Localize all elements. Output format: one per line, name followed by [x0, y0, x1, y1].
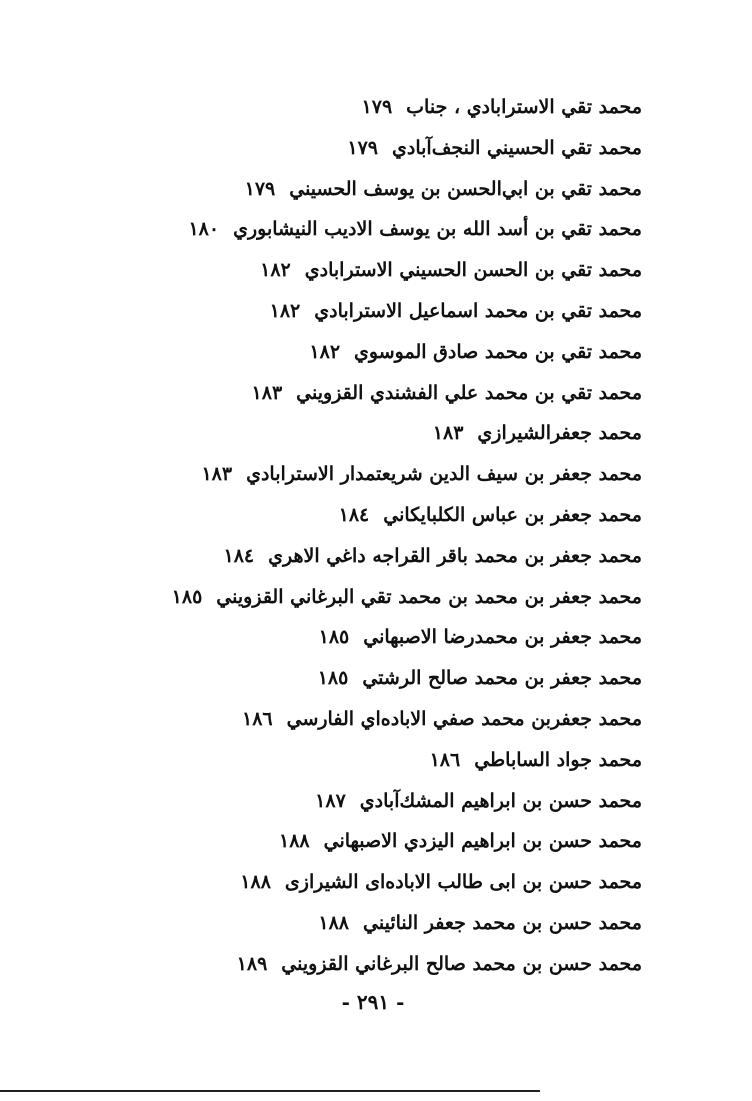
index-entry	[82, 454, 642, 495]
index-list	[82, 87, 642, 985]
entry-name: محمد حسن بن محمد جعفر النائيني	[363, 911, 642, 934]
entry-name: محمد حسن بن ابراهيم المشك‌آبادي	[359, 789, 642, 812]
index-entry	[82, 617, 642, 658]
entry-page-number: ١٧٩	[244, 177, 276, 200]
index-entry	[82, 903, 642, 944]
entry-name: محمد جواد الساباطي	[474, 748, 642, 771]
entry-page-number: ١٨٥	[317, 667, 349, 690]
entry-page-number: ١٧٩	[361, 96, 393, 118]
index-entry	[82, 740, 642, 781]
index-entry	[82, 699, 642, 740]
entry-page-number: ١٨٤	[338, 503, 370, 526]
entry-page-number: ١٨٣	[251, 381, 283, 404]
index-entry	[82, 332, 642, 373]
entry-page-number: ١٨٥	[318, 626, 350, 649]
entry-page-number: ١٨٦	[242, 707, 273, 730]
index-entry	[82, 536, 642, 577]
index-entry	[82, 250, 642, 291]
index-entry	[82, 944, 642, 985]
entry-page-number: ١٧٩	[347, 136, 378, 159]
entry-name: محمد جعفربن محمد صفي الاباده‌اي الفارسي	[286, 707, 642, 730]
entry-page-number: ١٨٨	[240, 871, 271, 894]
entry-name: محمد جعفر بن محمد بن محمد تقي البرغاني القزويني	[216, 585, 642, 608]
entry-page-number: ١٨٦	[429, 748, 461, 771]
entry-page-number: ١٨٩	[236, 952, 268, 975]
entry-page-number: ١٨٢	[260, 259, 291, 282]
entry-page-number: ١٨٠	[188, 218, 220, 241]
entry-name: محمد حسن بن ابى طالب الاباده‌اى الشيرازى	[284, 871, 642, 894]
entry-name: محمد حسن بن ابراهيم اليزدي الاصبهاني	[323, 830, 642, 853]
index-entry	[82, 658, 642, 699]
page-number-text: - ٢٩١ -	[341, 990, 405, 1014]
entry-name: محمد جعفر بن محمد باقر القراجه داغي الاهري	[268, 544, 642, 567]
entry-name: محمد حسن بن محمد صالح البرغاني القزويني	[281, 952, 642, 975]
index-entry	[82, 291, 642, 332]
entry-page-number: ١٨٤	[223, 544, 255, 567]
index-entry	[82, 373, 642, 414]
entry-page-number: ١٨٢	[309, 340, 341, 363]
index-entry	[82, 577, 642, 618]
index-entry	[82, 128, 642, 169]
entry-page-number: ١٨٧	[315, 789, 346, 812]
index-entry	[82, 209, 642, 250]
entry-page-number: ١٨٨	[318, 911, 350, 934]
bottom-rule	[0, 1090, 540, 1092]
entry-page-number: ١٨٨	[278, 830, 310, 853]
index-entry	[82, 495, 642, 536]
entry-name: محمد تقي بن محمد اسماعيل الاسترابادي	[314, 299, 642, 322]
entry-name: محمد تقي بن ابي‌الحسن بن يوسف الحسيني	[289, 177, 642, 200]
entry-name: محمد تقي بن أسد الله بن يوسف الاديب النيشابوري	[233, 218, 642, 241]
entry-name: محمد جعفر بن عباس الكلبايكاني	[383, 503, 642, 526]
entry-name: محمد جعفرالشيرازي	[477, 422, 642, 445]
entry-page-number: ١٨٣	[432, 422, 464, 445]
entry-name: محمد تقي بن الحسن الحسيني الاسترابادي	[304, 259, 642, 282]
entry-name: محمد جعفر بن محمد صالح الرشتي	[362, 667, 642, 690]
entry-name: محمد جعفر بن محمدرضا الاصبهاني	[363, 626, 642, 649]
index-entry	[82, 821, 642, 862]
entry-name: محمد تقي الحسيني النجف‌آبادي	[392, 136, 642, 159]
entry-name: محمد تقي الاسترابادي ، جناب	[406, 96, 642, 118]
page-number	[0, 990, 752, 1014]
entry-name: محمد تقي بن محمد علي الفشندي القزويني	[296, 381, 642, 404]
index-entry	[82, 781, 642, 822]
entry-name: محمد جعفر بن سيف الدين شريعتمدار الاسترابادي	[246, 463, 642, 486]
index-entry	[82, 413, 642, 454]
index-entry	[82, 862, 642, 903]
entry-page-number: ١٨٥	[171, 585, 203, 608]
entry-page-number: ١٨٢	[269, 299, 301, 322]
index-entry	[82, 169, 642, 210]
entry-name: محمد تقي بن محمد صادق الموسوي	[354, 340, 642, 363]
index-entry	[82, 87, 642, 128]
entry-page-number: ١٨٣	[201, 463, 233, 486]
